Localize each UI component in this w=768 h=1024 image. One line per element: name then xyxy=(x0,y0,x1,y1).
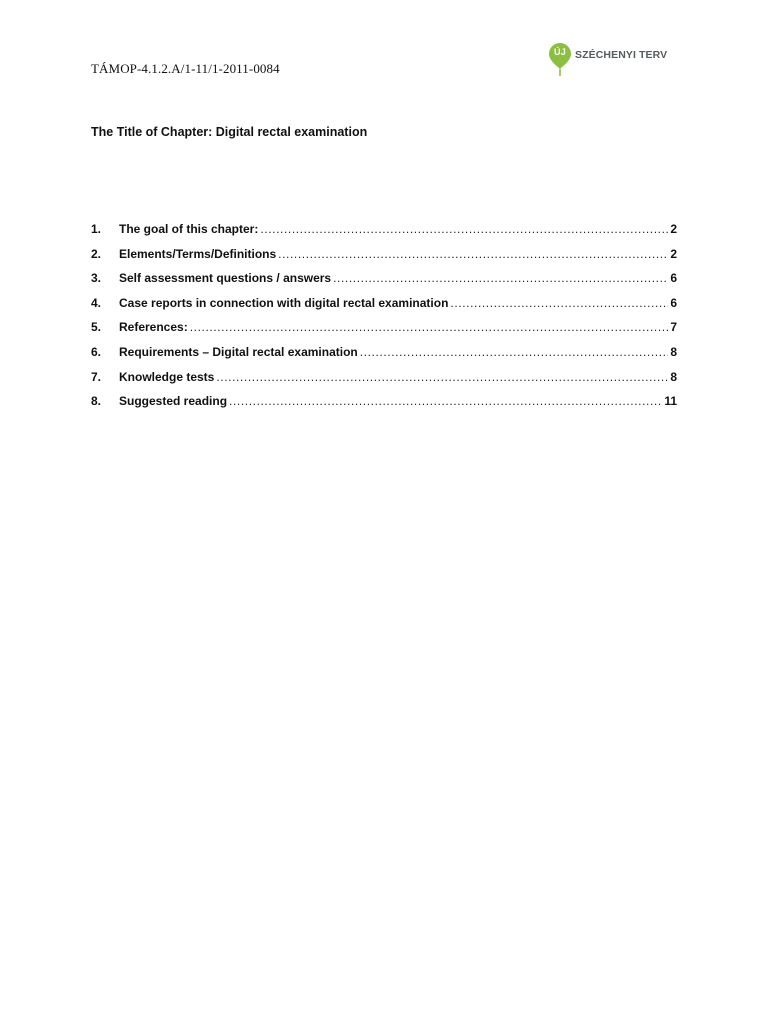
toc-number: 7. xyxy=(91,369,102,384)
toc-label: References: xyxy=(119,320,188,335)
toc-entry-8[interactable] xyxy=(91,394,677,419)
table-of-contents xyxy=(91,222,677,419)
toc-page-number: 6 xyxy=(670,295,677,310)
szechenyi-terv-logo xyxy=(549,43,667,76)
toc-number: 2. xyxy=(91,246,102,261)
project-code: TÁMOP-4.1.2.A/1-11/1-2011-0084 xyxy=(91,61,280,76)
toc-leader-dots xyxy=(260,222,668,236)
toc-number: 8. xyxy=(91,394,102,409)
toc-label: Self assessment questions / answers xyxy=(119,271,332,286)
logo-name: SZÉCHENYI TERV xyxy=(575,49,668,61)
toc-leader-dots xyxy=(450,296,668,310)
toc-label: Elements/Terms/Definitions xyxy=(119,246,277,261)
toc-page-number: 6 xyxy=(670,271,677,286)
toc-leader-dots xyxy=(278,247,668,261)
toc-page-number: 2 xyxy=(670,246,677,261)
toc-page-number: 8 xyxy=(670,369,677,384)
toc-number: 1. xyxy=(91,222,102,236)
toc-number: 6. xyxy=(91,344,102,359)
toc-leader-dots xyxy=(333,271,668,285)
toc-entry-3[interactable] xyxy=(91,271,677,296)
toc-entry-5[interactable] xyxy=(91,320,677,345)
toc-leader-dots xyxy=(229,394,662,408)
toc-leader-dots xyxy=(216,370,668,384)
toc-label: Suggested reading xyxy=(119,394,228,409)
toc-label: Case reports in connection with digital rectal examination xyxy=(119,295,449,310)
toc-page-number: 7 xyxy=(670,320,677,335)
toc-entry-7[interactable] xyxy=(91,370,677,395)
toc-page-number: 2 xyxy=(670,222,677,236)
toc-page-number: 11 xyxy=(664,394,677,409)
toc-entry-2[interactable] xyxy=(91,247,677,272)
logo-badge: ÚJ xyxy=(554,47,566,57)
toc-leader-dots xyxy=(360,345,669,359)
toc-entry-6[interactable] xyxy=(91,345,677,370)
toc-leader-dots xyxy=(190,320,669,334)
toc-label: The goal of this chapter: xyxy=(119,222,259,236)
toc-label: Requirements – Digital rectal examination xyxy=(119,344,358,359)
toc-number: 3. xyxy=(91,271,102,286)
toc-label: Knowledge tests xyxy=(119,369,215,384)
map-pin-icon xyxy=(549,43,571,76)
chapter-title: The Title of Chapter: Digital rectal examination xyxy=(91,125,368,139)
toc-entry-1[interactable] xyxy=(91,222,677,247)
toc-number: 4. xyxy=(91,295,102,310)
toc-entry-4[interactable] xyxy=(91,296,677,321)
toc-number: 5. xyxy=(91,320,102,335)
toc-page-number: 8 xyxy=(670,344,677,359)
